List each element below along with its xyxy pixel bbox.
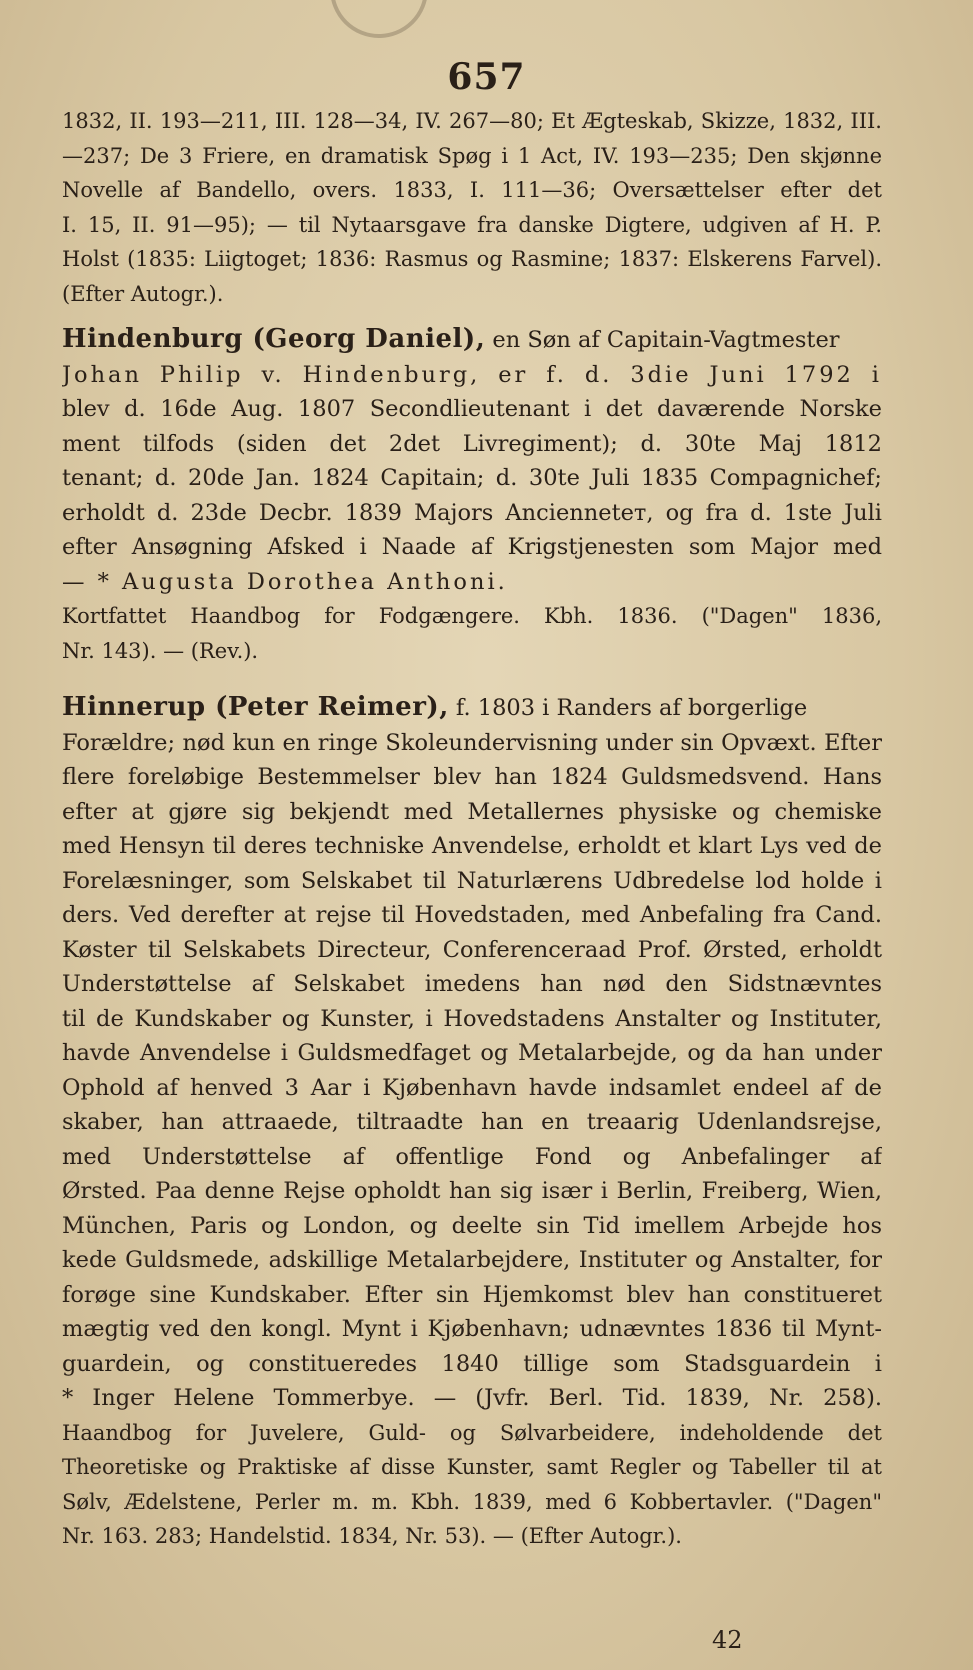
- text-line: erholdt d. 23de Decbr. 1839 Majors Ancienneteт, og fra d. 1ste Juli: [62, 499, 882, 526]
- text-line: Køster til Selskabets Directeur, Conferenceraad Prof. Ørsted, erholdt: [62, 936, 882, 963]
- entry-first-line-text: f. 1803 i Randers af borgerlige: [448, 695, 808, 721]
- text-line: tenant; d. 20de Jan. 1824 Capitain; d. 30te Juli 1835 Compagnichef;: [62, 465, 882, 491]
- text-line: havde Anvendelse i Guldsmedfaget og Metalarbejde, og da han under: [62, 1040, 882, 1066]
- entry-hinnerup: [62, 690, 882, 1554]
- text-line: Holst (1835: Liigtoget; 1836: Rasmus og Rasmine; 1837: Elskerens Farvel).: [62, 247, 882, 271]
- entry-first-line: [62, 322, 882, 358]
- text-line: flere foreløbige Bestemmelser blev han 1824 Guldsmedsvend. Hans: [62, 764, 882, 790]
- text-line: Johan Philip v. Hindenburg, er f. d. 3die Juni 1792 i: [62, 361, 882, 388]
- text-line: med Hensyn til deres techniske Anvendelse, erholdt et klart Lys ved de: [62, 833, 882, 859]
- text-line: skaber, han attraaede, tiltraadte han en treaarig Udenlandsrejse,: [62, 1109, 882, 1135]
- page-corner-mark: [330, 0, 428, 38]
- entry-first-line: [62, 690, 882, 726]
- text-line: Forelæsninger, som Selskabet til Naturlærens Udbredelse lod holde i: [62, 867, 882, 894]
- text-line: guardein, og constitueredes 1840 tillige som Stadsguardein i: [62, 1350, 882, 1377]
- text-line: Forældre; nød kun en ringe Skoleundervisning under sin Opvæxt. Efter: [62, 729, 882, 756]
- signature-mark: 42: [712, 1626, 743, 1654]
- bibliography-line: Theoretiske og Praktiske af disse Kunster, samt Regler og Tabeller til at: [62, 1455, 882, 1479]
- text-line: (Efter Autogr.).: [62, 281, 224, 306]
- bibliography-line: Kortfattet Haandbog for Fodgængere. Kbh. 1836. ("Dagen" 1836,: [62, 604, 882, 628]
- text-line: efter Ansøgning Afsked i Naade af Krigstjenesten som Major med: [62, 534, 882, 560]
- bibliography-line: Haandbog for Juvelere, Guld- og Sølvarbeidere, indeholdende det: [62, 1420, 882, 1445]
- bibliography-line: Nr. 143). — (Rev.).: [62, 638, 259, 663]
- text-line: ment tilfods (siden det 2det Livregiment); d. 30te Maj 1812: [62, 430, 882, 457]
- entry-continuation: [62, 105, 882, 310]
- entry-first-line-text: en Søn af Capitain-Vagtmester: [485, 327, 840, 353]
- entry-heading: Hinnerup (Peter Reimer),: [62, 692, 449, 722]
- text-line: med Understøttelse af offentlige Fond og Anbefalinger af: [62, 1143, 882, 1170]
- bibliography-line: Nr. 163. 283; Handelstid. 1834, Nr. 53). — (Efter Autogr.).: [62, 1524, 682, 1548]
- bibliography-line: Sølv, Ædelstene, Perler m. m. Kbh. 1839, med 6 Kobbertavler. ("Dagen": [62, 1489, 882, 1514]
- spouse-line: * Inger Helene Tommerbye. — (Jvfr. Berl. Tid. 1839, Nr. 258).: [62, 1385, 882, 1411]
- text-line: 1832, II. 193—211, III. 128—34, IV. 267—80; Et Ægteskab, Skizze, 1832, III.: [62, 109, 882, 133]
- text-line: Understøttelse af Selskabet imedens han nød den Sidstnævntes: [62, 971, 882, 997]
- text-line: —237; De 3 Friere, en dramatisk Spøg i 1 Act, IV. 193—235; Den skjønne: [62, 143, 882, 168]
- entry-hindenburg: [62, 322, 882, 668]
- page-number: 657: [447, 56, 526, 98]
- text-line: Ophold af henved 3 Aar i Kjøbenhavn havde indsamlet endeel af de: [62, 1074, 882, 1101]
- text-line: blev d. 16de Aug. 1807 Secondlieutenant i det daværende Norske: [62, 396, 882, 422]
- text-line: forøge sine Kundskaber. Efter sin Hjemkomst blev han constitueret: [62, 1281, 882, 1308]
- text-line: Novelle af Bandello, overs. 1833, I. 111—36; Oversættelser efter det: [62, 178, 882, 202]
- text-line: til de Kundskaber og Kunster, i Hovedstadens Anstalter og Instituter,: [62, 1005, 882, 1032]
- text-line: Ørsted. Paa denne Rejse opholdt han sig især i Berlin, Freiberg, Wien,: [62, 1178, 882, 1204]
- text-line: efter at gjøre sig bekjendt med Metallernes physiske og chemiske: [62, 798, 882, 825]
- text-line: kede Guldsmede, adskillige Metalarbejdere, Instituter og Anstalter, for: [62, 1247, 882, 1273]
- spouse-line: — * Augusta Dorothea Anthoni.: [62, 568, 508, 595]
- text-line: ders. Ved derefter at rejse til Hovedstaden, med Anbefaling fra Cand.: [62, 902, 882, 928]
- text-line: I. 15, II. 91—95); — til Nytaarsgave fra danske Digtere, udgiven af H. P.: [62, 212, 882, 237]
- entry-heading: Hindenburg (Georg Daniel),: [62, 324, 486, 354]
- text-line: München, Paris og London, og deelte sin Tid imellem Arbejde hos: [62, 1212, 882, 1239]
- text-line: mægtig ved den kongl. Mynt i Kjøbenhavn; udnævntes 1836 til Mynt-: [62, 1316, 882, 1342]
